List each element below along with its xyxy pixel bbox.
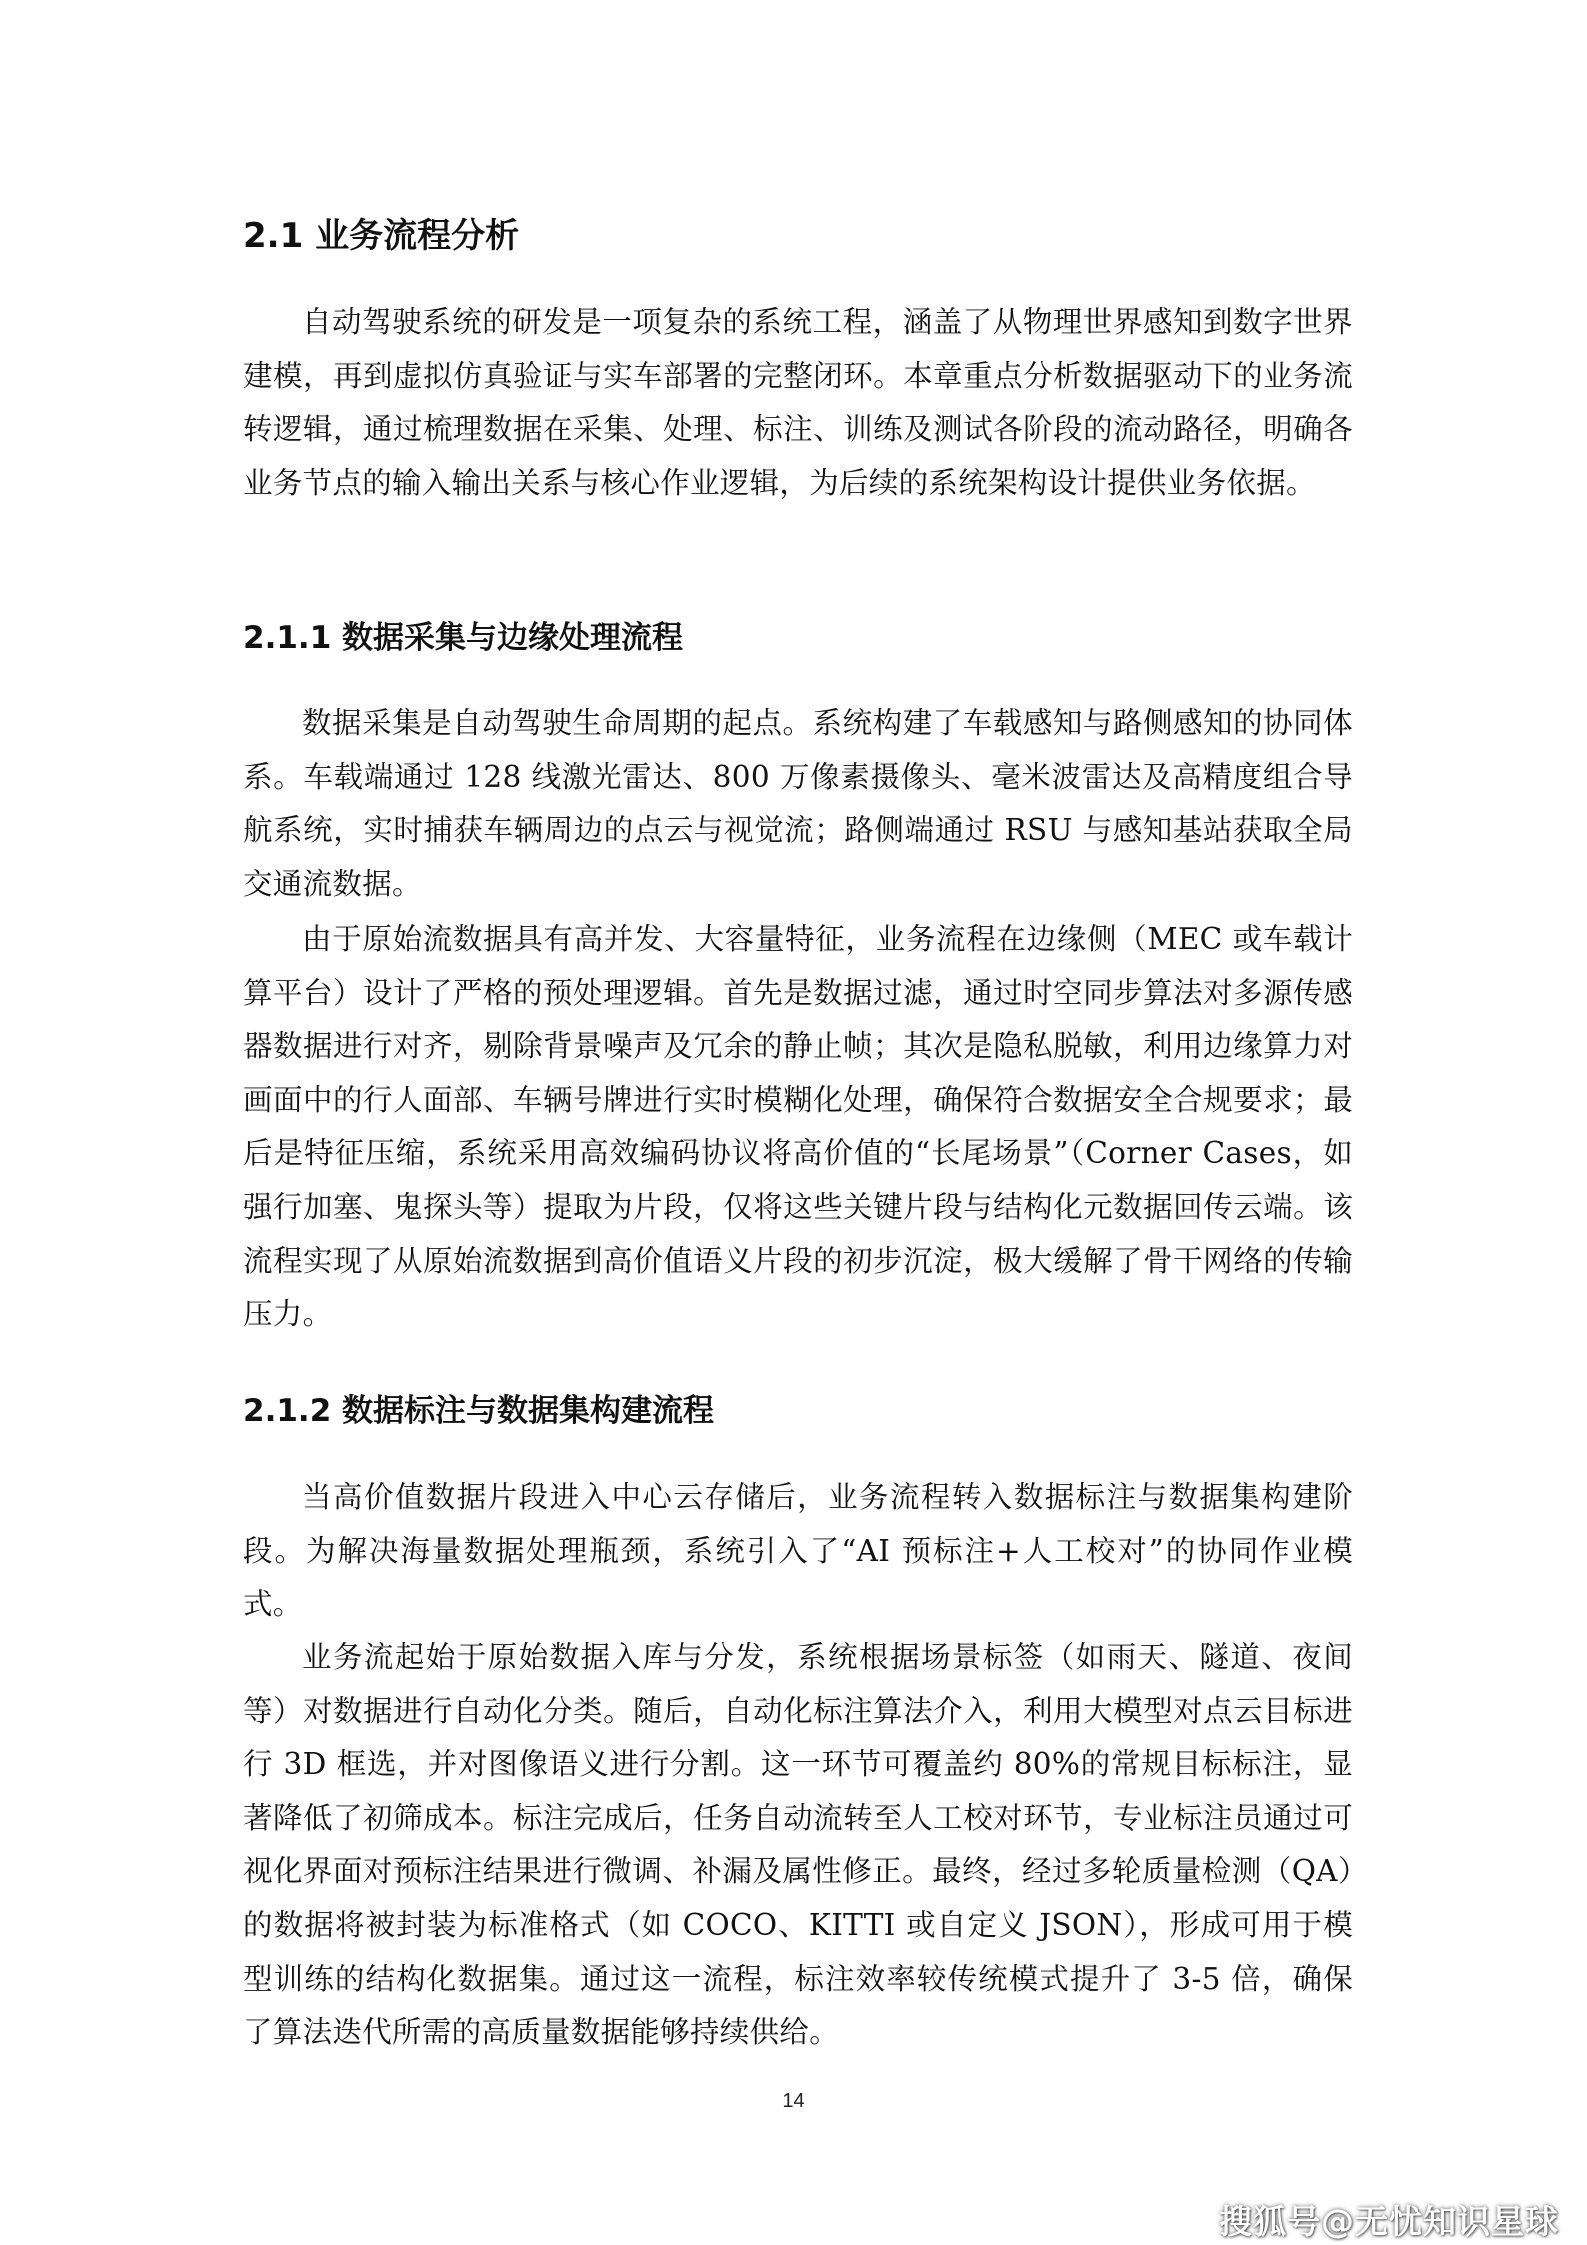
- section-intro-paragraph: 自动驾驶系统的研发是一项复杂的系统工程，涵盖了从物理世界感知到数字世界建模，再到虚拟仿真验证与实车部署的完整闭环。本章重点分析数据驱动下的业务流转逻辑，通过梳理数据在采集、处理、标注、训练及测试各阶段的流动路径，明确各业务节点的输入输出关系与核心作业逻辑，为后续的系统架构设计提供业务依据。: [243, 305, 1353, 500]
- subsection-heading-data-annotation: 2.1.2 数据标注与数据集构建流程: [243, 1393, 715, 1429]
- paragraph-data-collection-1: 数据采集是自动驾驶生命周期的起点。系统构建了车载感知与路侧感知的协同体系。车载端通过 128 线激光雷达、800 万像素摄像头、毫米波雷达及高精度组合导航系统，实时捕获车辆周边的点云与视觉流；路侧端通过 RSU 与感知基站获取全局交通流数据。: [243, 706, 1353, 901]
- page-number: 14: [782, 2090, 805, 2112]
- paragraph-data-collection-2: 由于原始流数据具有高并发、大容量特征，业务流程在边缘侧（MEC 或车载计算平台）设计了严格的预处理逻辑。首先是数据过滤，通过时空同步算法对多源传感器数据进行对齐，剔除背景噪声及冗余的静止帧；其次是隐私脱敏，利用边缘算力对画面中的行人面部、车辆号牌进行实时模糊化处理，确保符合数据安全合规要求；最后是特征压缩，系统采用高效编码协议将高价值的“长尾场景”（Corner Cases，如强行加塞、鬼探头等）提取为片段，仅将这些关键片段与结构化元数据回传云端。该流程实现了从原始流数据到高价值语义片段的初步沉淀，极大缓解了骨干网络的传输压力。: [243, 922, 1353, 1332]
- section-heading: 2.1 业务流程分析: [243, 216, 520, 256]
- paragraph-data-annotation-1: 当高价值数据片段进入中心云存储后，业务流程转入数据标注与数据集构建阶段。为解决海量数据处理瓶颈，系统引入了“AI 预标注+人工校对”的协同作业模式。: [243, 1480, 1353, 1622]
- paragraph-data-annotation-2: 业务流起始于原始数据入库与分发，系统根据场景标签（如雨天、隧道、夜间等）对数据进行自动化分类。随后，自动化标注算法介入，利用大模型对点云目标进行 3D 框选，并对图像语义进行分割。这一环节可覆盖约 80%的常规目标标注，显著降低了初筛成本。标注完成后，任务自动流转至人工校对环节，专业标注员通过可视化界面对预标注结果进行微调、补漏及属性修正。最终，经过多轮质量检测（QA）的数据将被封装为标准格式（如 COCO、KITTI 或自定义 JSON），形成可用于模型训练的结构化数据集。通过这一流程，标注效率较传统模式提升了 3-5 倍，确保了算法迭代所需的高质量数据能够持续供给。: [243, 1640, 1353, 2050]
- subsection-heading-data-collection: 2.1.1 数据采集与边缘处理流程: [243, 620, 684, 656]
- watermark: 搜狐号@无忧知识星球: [1219, 2202, 1559, 2241]
